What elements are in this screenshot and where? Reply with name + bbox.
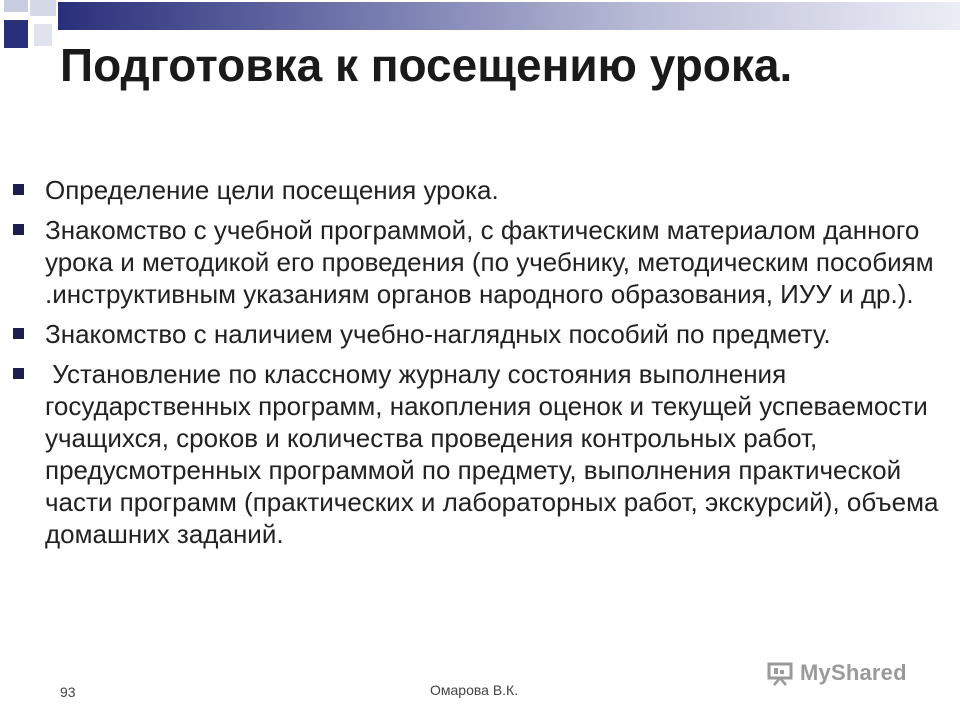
bullet-text: Установление по классному журналу состояния выполнения государственных программ, накопления оценок и текущей успеваемости учащихся, сроков и количества проведения контрольных работ, предусмотренных программой по предмету, выполнения практической части программ (практических и лабораторных работ, экскурсий), объема домашних заданий. (45, 359, 946, 549)
slide-title: Подготовка к посещению урока. (60, 39, 793, 91)
decorative-square (30, 0, 56, 16)
page-number: 93 (60, 684, 76, 700)
list-item (0, 174, 946, 206)
bullet-list (0, 174, 960, 558)
watermark (766, 656, 936, 690)
square-bullet-icon (13, 224, 24, 235)
bullet-text: Знакомство с наличием учебно-наглядных пособий по предмету. (45, 319, 831, 349)
square-bullet-icon (13, 328, 24, 339)
list-item (0, 214, 946, 310)
bullet-text: Определение цели посещения урока. (45, 175, 499, 205)
square-bullet-icon (13, 184, 24, 195)
presentation-screen-icon (766, 662, 794, 684)
watermark-text: MyShared (800, 660, 907, 685)
author-name: Омарова В.К. (430, 682, 519, 698)
list-item (0, 358, 946, 550)
square-bullet-icon (13, 368, 24, 379)
bullet-text: Знакомство с учебной программой, с фактическим материалом данного урока и методикой его проведения (по учебнику, методическим пособиям .инструктивным указаниям органов народного образования, ИУУ и др.). (45, 215, 934, 309)
list-item (0, 318, 946, 350)
header-gradient-bar (58, 2, 960, 30)
decorative-square (4, 0, 28, 12)
decorative-square (34, 24, 52, 46)
decorative-square (4, 20, 28, 48)
